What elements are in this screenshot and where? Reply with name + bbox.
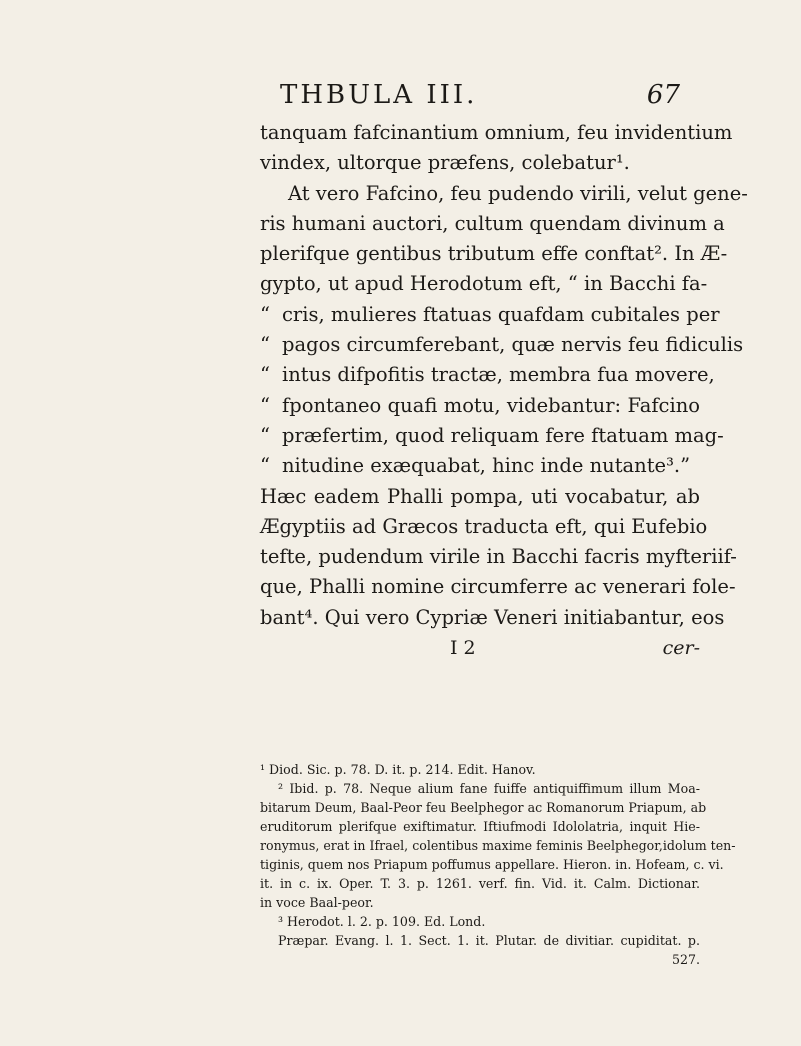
quote-mark: “ — [260, 454, 270, 478]
quote-mark: “ — [260, 333, 270, 357]
text-line: plerifque gentibus tributum effe conftat². In Æ- — [260, 242, 728, 266]
text-line: que, Phalli nomine circumferre ac venerari fole- — [260, 575, 736, 599]
text-line: Hæc eadem Phalli pompa, uti vocabatur, ab — [260, 484, 700, 508]
footnote-line: 527. — [671, 952, 700, 967]
page-number: 67 — [646, 80, 680, 110]
text-line: gypto, ut apud Herodotum eft, “ in Bacchi fa- — [260, 272, 708, 296]
footnote-line: ³ Herodot. l. 2. p. 109. Ed. Lond. — [278, 914, 486, 929]
text-line: Ægyptiis ad Græcos traducta eft, qui Eufebio — [260, 514, 708, 538]
signature-mark: I 2 — [450, 637, 476, 660]
quoted-line: “ intus difpofitis tractæ, membra fua movere, — [260, 360, 700, 390]
footnote-line: eruditorum plerifque exiftimatur. Iftiufmodi Idololatria, inquit Hie- — [260, 819, 700, 834]
catchword: cer- — [662, 637, 700, 660]
quoted-line: “ præfertim, quod reliquam fere ftatuam mag- — [260, 421, 700, 451]
footnote-line: in voce Baal-peor. — [260, 895, 374, 910]
footnote-line: it. in c. ix. Oper. T. 3. p. 1261. verf. fin. Vid. it. Calm. Dictionar. — [260, 876, 700, 891]
footnotes — [260, 760, 736, 969]
running-header — [280, 80, 680, 110]
quoted-line: “ nitudine exæquabat, hinc inde nutante³.” — [260, 451, 700, 481]
quote-mark: “ — [260, 363, 270, 387]
footnote-line: ¹ Diod. Sic. p. 78. D. it. p. 214. Edit. Hanov. — [260, 762, 536, 777]
text-line: bant⁴. Qui vero Cypriæ Veneri initiabantur, eos — [260, 605, 725, 629]
text-line: ris humani auctori, cultum quendam divinum a — [260, 211, 725, 235]
running-title: THBULA III. — [280, 80, 478, 110]
main-text — [260, 118, 748, 661]
text-line: At vero Fafcino, feu pudendo virili, velut gene- — [288, 181, 748, 205]
footnote-line: ronymus, erat in Ifrael, colentibus maxime feminis Beelphegor,idolum ten- — [260, 838, 736, 853]
footnote-line: tiginis, quem nos Priapum poffumus appellare. Hieron. in. Hofeam, c. vi. — [260, 857, 724, 872]
footnote-line: bitarum Deum, Baal-Peor feu Beelphegor ac Romanorum Priapum, ab — [260, 800, 707, 815]
quote-mark: “ — [260, 393, 270, 417]
quoted-line: “ pagos circumferebant, quæ nervis feu fidiculis — [260, 330, 700, 360]
quote-mark: “ — [260, 302, 270, 326]
footnote-line: Præpar. Evang. l. 1. Sect. 1. it. Plutar. de divitiar. cupiditat. p. — [278, 933, 700, 948]
quoted-line: “ cris, mulieres ftatuas quafdam cubitales per — [260, 300, 700, 330]
text-line: tanquam fafcinantium omnium, feu invidentium — [260, 121, 733, 144]
signature-row — [260, 633, 700, 661]
quoted-line: “ fpontaneo quafi motu, videbantur: Fafcino — [260, 391, 700, 421]
quote-mark: “ — [260, 423, 270, 447]
text-line: tefte, pudendum virile in Bacchi facris myfteriif- — [260, 545, 737, 569]
footnote-line: ² Ibid. p. 78. Neque alium fane fuiffe antiquiffimum illum Moa- — [278, 781, 700, 796]
text-line: vindex, ultorque præfens, colebatur¹. — [260, 151, 630, 175]
